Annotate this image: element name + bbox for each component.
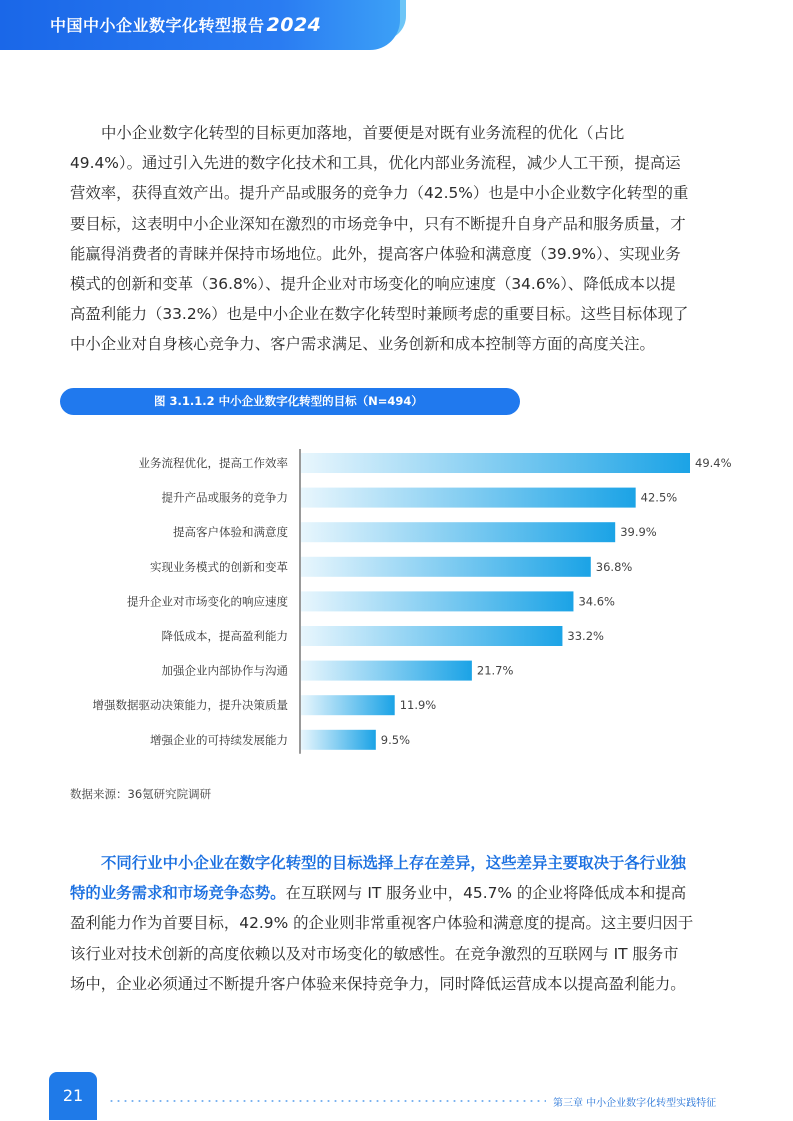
body-text: 在互联网与 IT 服务业中，45.7% 的企业将降低成本和提高 (285, 884, 687, 903)
value-label: 36.8% (595, 559, 633, 574)
bar (301, 591, 573, 611)
category-label: 加强企业内部协作与沟通 (161, 663, 288, 678)
bar (301, 453, 690, 473)
industry-paragraph (70, 848, 738, 999)
paragraph-line: 模式的创新和变革（36.8%）、提升企业对市场变化的响应速度（34.6%）、降低成本以提 (70, 275, 676, 294)
figure-title-bar (60, 388, 520, 415)
value-label: 9.5% (380, 732, 411, 747)
paragraph-line: 中小企业数字化转型的目标更加落地，首要便是对既有业务流程的优化（占比 (101, 124, 625, 142)
value-label: 39.9% (620, 525, 657, 540)
paragraph-line (70, 878, 738, 908)
paragraph-line: 高盈利能力（33.2%）也是中小企业在数字化转型时兼顾考虑的重要目标。这些目标体现了 (70, 305, 689, 324)
category-label: 实现业务模式的创新和变革 (150, 559, 288, 574)
category-label: 增强企业的可持续发展能力 (150, 732, 288, 747)
highlight-text: 不同行业中小企业在数字化转型的目标选择上存在差异，这些差异主要取决于各行业独 (101, 854, 686, 872)
paragraph-line: 盈利能力作为首要目标，42.9% 的企业则非常重视客户体验和满意度的提高。这主要归因于 (70, 914, 694, 933)
bar (301, 557, 591, 577)
header-banner (0, 0, 400, 50)
footer-divider (108, 1100, 546, 1102)
paragraph-line: 49.4%）。通过引入先进的数字化技术和工具，优化内部业务流程，减少人工干预，提高运 (70, 154, 681, 173)
bar (301, 661, 472, 681)
bar (301, 488, 636, 508)
chapter-label: 第三章 中小企业数字化转型实践特征 (553, 1098, 717, 1109)
value-label: 49.4% (695, 456, 732, 470)
page-number-box (49, 1072, 97, 1120)
bar (301, 626, 562, 646)
paragraph-line: 要目标，这表明中小企业深知在激烈的市场竞争中，只有不断提升自身产品和服务质量，才 (70, 214, 686, 233)
category-label: 增强数据驱动决策能力，提升决策质量 (92, 698, 288, 713)
bar (301, 522, 615, 542)
report-title-text: 中国中小企业数字化转型报告 (50, 16, 265, 35)
paragraph-line: 场中，企业必须通过不断提升客户体验来保持竞争力，同时降低运营成本以提高盈利能力。 (70, 974, 686, 993)
category-label: 降低成本，提高盈利能力 (161, 629, 288, 643)
category-label: 业务流程优化，提高工作效率 (138, 456, 288, 470)
category-label: 提升产品或服务的竞争力 (161, 490, 288, 505)
paragraph-line: 能赢得消费者的青睐并保持市场地位。此外，提高客户体验和满意度（39.9%）、实现业务 (70, 244, 681, 263)
paragraph-line: 该行业对技术创新的高度依赖以及对市场变化的敏感性。在竞争激烈的互联网与 IT 服务市 (70, 944, 679, 963)
category-label: 提升企业对市场变化的响应速度 (127, 594, 288, 609)
report-title (50, 13, 321, 36)
bar (301, 695, 395, 715)
value-label: 33.2% (567, 629, 604, 643)
page-number: 21 (62, 1086, 84, 1105)
value-label: 42.5% (640, 490, 678, 505)
report-year: 2024 (266, 14, 322, 36)
value-label: 21.7% (476, 663, 514, 678)
paragraph-line: 中小企业对自身核心竞争力、客户需求满足、业务创新和成本控制等方面的高度关注。 (70, 335, 655, 354)
figure-title: 图 3.1.1.2 中小企业数字化转型的目标（N=494） (154, 394, 423, 408)
paragraph-line (70, 848, 738, 878)
intro-paragraph (70, 118, 738, 360)
goals-bar-chart (0, 440, 793, 770)
highlight-text: 特的业务需求和市场竞争态势。 (70, 884, 286, 903)
value-label: 34.6% (578, 594, 616, 609)
chart-svg (0, 440, 793, 770)
category-label: 提高客户体验和满意度 (173, 525, 288, 540)
paragraph-line: 营效率，获得直效产出。提升产品或服务的竞争力（42.5%）也是中小企业数字化转型的重 (70, 184, 689, 203)
data-source: 数据来源：36氪研究院调研 (70, 787, 212, 801)
value-label: 11.9% (399, 698, 437, 713)
bar (301, 730, 376, 750)
